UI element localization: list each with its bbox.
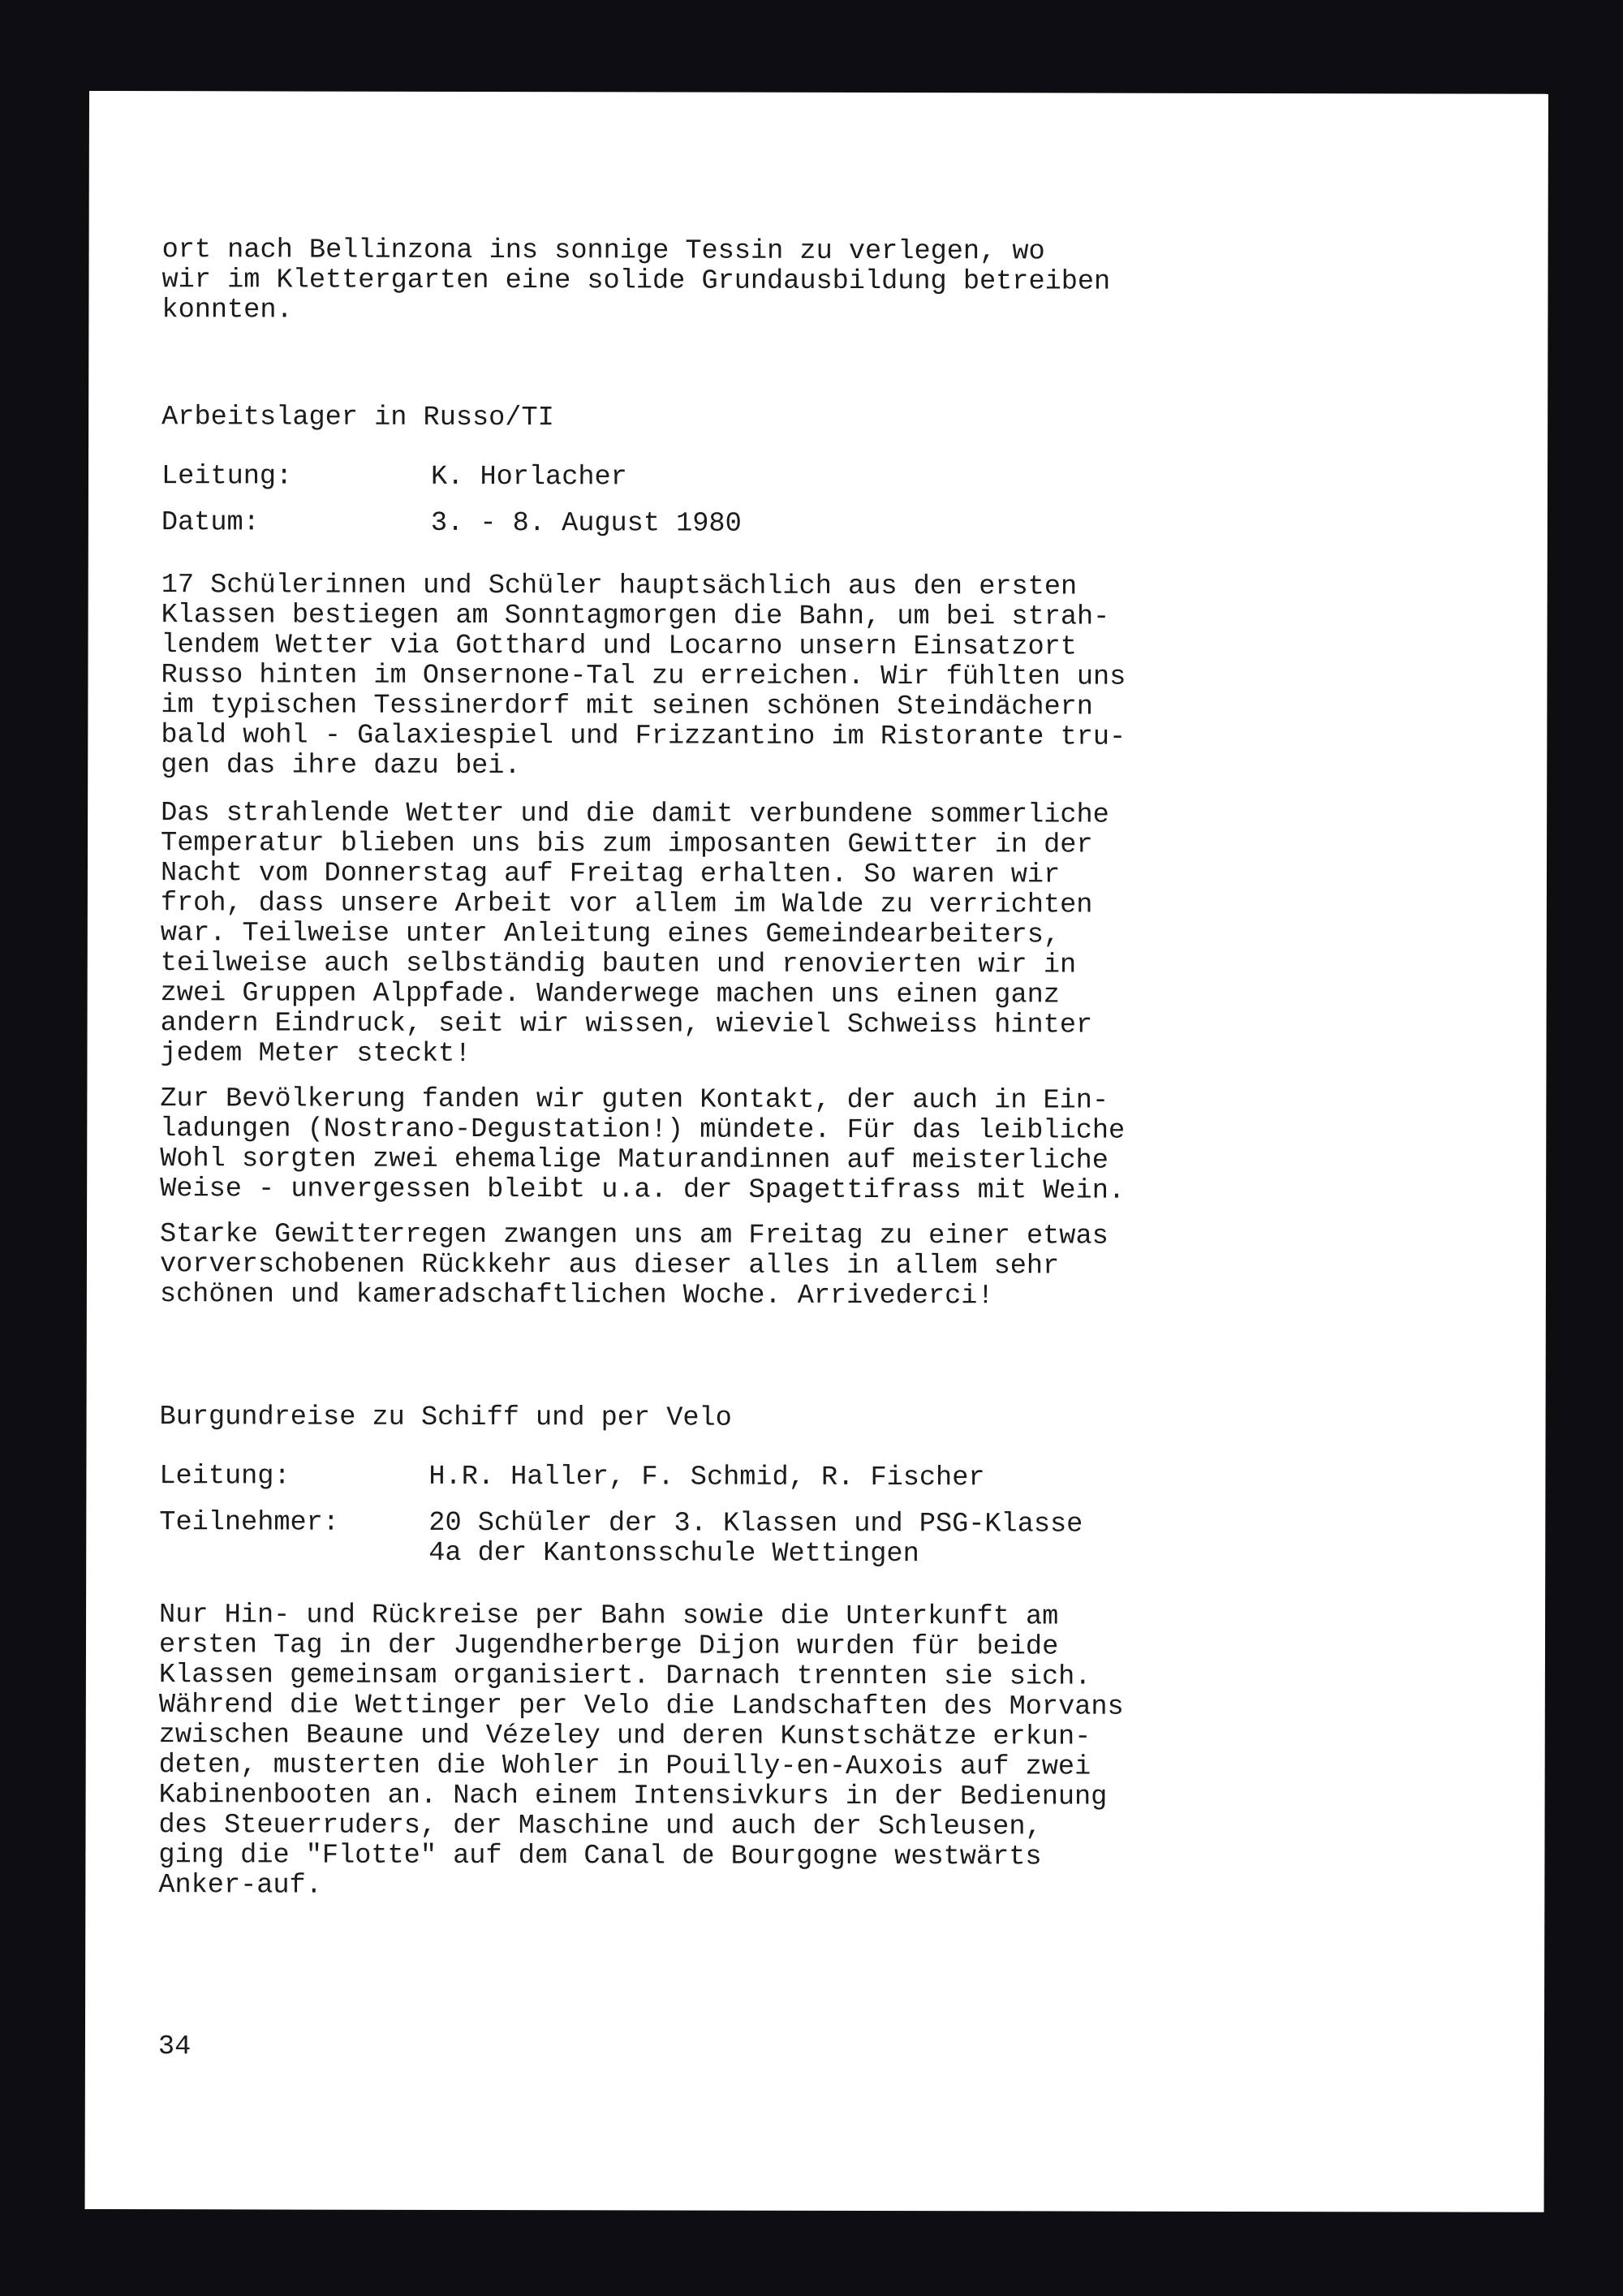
intro-paragraph: ort nach Bellinzona ins sonnige Tessin zu verlegen, wo wir im Klettergarten eine solide Grundausbildung betreiben konnten. — [161, 235, 1111, 326]
info-label: Leitung: — [161, 461, 293, 493]
paragraph: 17 Schülerinnen und Schüler hauptsächlich aus den ersten Klassen bestiegen am Sonntagmorgen die Bahn, um bei strah- lendem Wetter via Gotthard und Locarno unsern Einsatzort Russo hinten im Onsernone-Tal zu erreichen. Wir fühlten uns im typischen Tessinerdorf mit seinen schönen Steindächern bald wohl - Galaxiespiel und Frizzantino im Ristorante tru- gen das ihre dazu bei. — [161, 570, 1126, 782]
section-heading-arbeitslager: Arbeitslager in Russo/TI — [161, 402, 554, 434]
info-row-datum — [161, 507, 1460, 540]
document-page — [85, 91, 1548, 2212]
paragraph: Das strahlende Wetter und die damit verbundene sommerliche Temperatur blieben uns bis zum imposanten Gewitter in der Nacht vom Donnerstag auf Freitag erhalten. So waren wir froh, dass unsere Arbeit vor allem im Walde zu verrichten war. Teilweise unter Anleitung eines Gemeindearbeiters, teilweise auch selbständig bauten und renovierten wir in zwei Gruppen Alppfade. Wanderwege machen uns einen ganz andern Eindruck, seit wir wissen, wieviel Schweiss hinter jedem Meter steckt! — [160, 798, 1109, 1070]
paragraph: Zur Bevölkerung fanden wir guten Kontakt, der auch in Ein- ladungen (Nostrano-Degustation!) mündete. Für das leibliche Wohl sorgten zwei ehemalige Maturandinnen auf meisterliche Weise - unvergessen bleibt u.a. der Spagettifrass mit Wein. — [160, 1083, 1126, 1207]
info-value: 20 Schüler der 3. Klassen und PSG-Klasse 4a der Kantonsschule Wettingen — [428, 1507, 1083, 1570]
paragraph: Starke Gewitterregen zwangen uns am Freitag zu einer etwas vorverschobenen Rückkehr aus dieser alles in allem sehr schönen und kameradschaftlichen Woche. Arrivederci! — [159, 1219, 1109, 1312]
info-row-teilnehmer — [159, 1507, 1457, 1570]
info-label: Datum: — [161, 507, 260, 539]
paragraph: Nur Hin- und Rückreise per Bahn sowie die Unterkunft am ersten Tag in der Jugendherberge Dijon wurden für beide Klassen gemeinsam organisiert. Darnach trennten sie sich. Während die Wettinger per Velo die Landschaften des Morvans zwischen Beaune und Vézeley und deren Kunstschätze erkun- deten, musterten die Wohler in Pouilly-en-Auxois auf zwei Kabinenbooten an. Nach einem Intensivkurs in der Bedienung des Steuerruders, der Maschine und auch der Schleusen, ging die "Flotte" auf dem Canal de Bourgogne westwärts Anker-auf. — [158, 1600, 1124, 1902]
info-value: K. Horlacher — [430, 461, 627, 493]
section-heading-burgundreise: Burgundreise zu Schiff und per Velo — [159, 1402, 732, 1434]
info-value: H.R. Haller, F. Schmid, R. Fischer — [428, 1461, 985, 1494]
page-number: 34 — [157, 2031, 192, 2063]
info-row-leitung — [159, 1461, 1457, 1494]
info-value: 3. - 8. August 1980 — [430, 507, 742, 540]
info-row-leitung — [161, 461, 1460, 493]
info-label: Teilnehmer: — [159, 1507, 340, 1539]
info-label: Leitung: — [159, 1461, 291, 1493]
